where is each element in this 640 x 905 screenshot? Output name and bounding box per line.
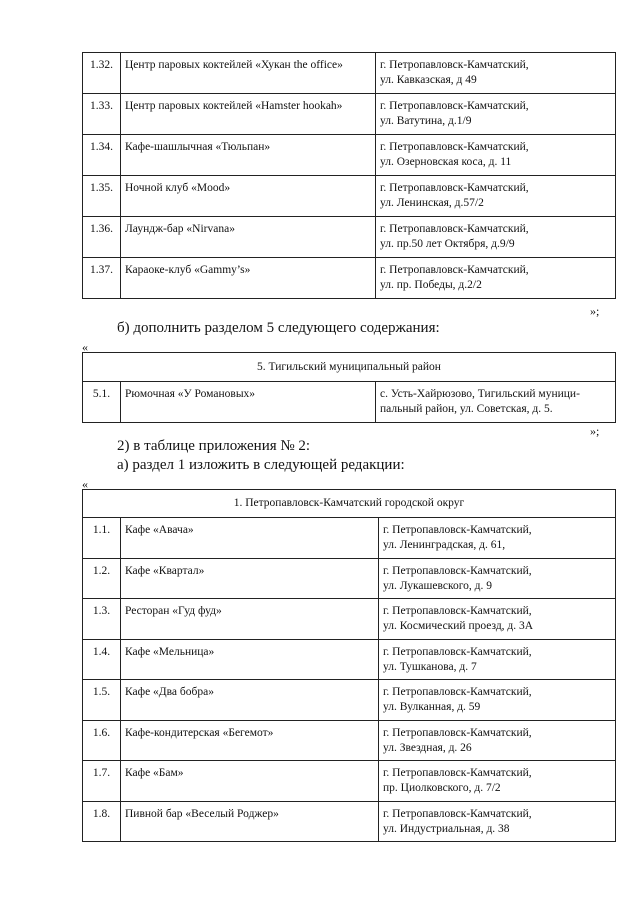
row-number: 5.1. [83,382,121,423]
address-cell [379,599,616,640]
address-city: г. Петропавловск-Камчатский, [380,182,529,194]
establishment-name: Кафе «Мельница» [121,639,379,680]
address-city: г. Петропавловск-Камчатский, [380,59,529,71]
paragraph-a: а) раздел 1 изложить в следующей редакции: [117,457,405,473]
address-city: г. Петропавловск-Камчатский, [380,100,529,112]
address-street: ул. пр.50 лет Октября, д.9/9 [380,238,515,250]
table-row [83,599,616,640]
address-city: г. Петропавловск-Камчатский, [380,264,529,276]
establishment-name: Лаундж-бар «Nirvana» [121,217,376,258]
table-row [83,801,616,842]
address-cell [379,680,616,721]
address-cell [376,258,616,299]
address-city: г. Петропавловск-Камчатский, [383,564,532,577]
row-number: 1.6. [83,720,121,761]
row-number: 1.7. [83,761,121,802]
table-row [83,558,616,599]
address-cell [376,53,616,94]
address-cell [376,217,616,258]
row-number: 1.32. [83,53,121,94]
address-cell [376,94,616,135]
table-section1-continued [82,52,616,299]
table-row [83,53,616,94]
table1-body [83,53,616,299]
table-row [83,176,616,217]
address-city: г. Петропавловск-Камчатский, [383,767,532,779]
table-row [83,639,616,680]
address-cell [379,558,616,599]
address-cell [376,382,616,423]
address-street: ул. Ленинская, д.57/2 [380,197,484,209]
table-row [83,382,616,423]
table-row [83,761,616,802]
row-number: 1.37. [83,258,121,299]
table2-header-row [83,353,616,382]
address-street: ул. Космический проезд, д. 3А [383,620,534,632]
address-cell [379,801,616,842]
establishment-name: Кафе «Авача» [121,518,379,559]
address-cell [379,720,616,761]
table-section5 [82,352,616,423]
establishment-name: Кафе «Два бобра» [121,680,379,721]
table3-header-row [83,490,616,518]
row-number: 1.34. [83,135,121,176]
row-number: 1.4. [83,639,121,680]
table3-body [83,518,616,842]
table-row [83,258,616,299]
establishment-name: Кафе «Квартал» [121,558,379,599]
address-street: пр. Циолковского, д. 7/2 [383,782,501,794]
address-street: пальный район, ул. Советская, д. 5. [380,403,553,415]
address-city: г. Петропавловск-Камчатский, [383,726,532,739]
row-number: 1.2. [83,558,121,599]
address-city: г. Петропавловск-Камчатский, [380,223,529,235]
row-number: 1.5. [83,680,121,721]
address-street: ул. Индустриальная, д. 38 [383,822,510,835]
paragraph-2: 2) в таблице приложения № 2: [117,438,311,454]
establishment-name: Ресторан «Гуд фуд» [121,599,379,640]
address-city: с. Усть-Хайрюзово, Тигильский муници- [380,388,580,400]
opening-quote-1: « [82,340,88,354]
row-number: 1.33. [83,94,121,135]
address-city: г. Петропавловск-Камчатский, [383,605,532,617]
address-city: г. Петропавловск-Камчатский, [383,807,532,820]
establishment-name: Пивной бар «Веселый Роджер» [121,801,379,842]
address-city: г. Петропавловск-Камчатский, [383,645,532,658]
establishment-name: Ночной клуб «Mood» [121,176,376,217]
address-street: ул. Ленинградская, д. 61, [383,539,506,551]
establishment-name: Центр паровых коктейлей «Хукан the office» [121,53,376,94]
establishment-name: Караоке-клуб «Gammy’s» [121,258,376,299]
address-street: ул. Лукашевского, д. 9 [383,579,492,592]
table-row [83,680,616,721]
address-street: ул. пр. Победы, д.2/2 [380,279,482,291]
address-cell [376,176,616,217]
closing-quote-2: »; [590,424,600,438]
row-number: 1.8. [83,801,121,842]
opening-quote-2: « [82,477,88,491]
address-city: г. Петропавловск-Камчатский, [383,524,532,536]
row-number: 1.35. [83,176,121,217]
table-row [83,217,616,258]
establishment-name: Кафе «Бам» [121,761,379,802]
address-street: ул. Ватутина, д.1/9 [380,115,472,127]
address-cell [379,518,616,559]
paragraph-b: б) дополнить разделом 5 следующего содержания: [117,320,440,336]
row-number: 1.3. [83,599,121,640]
address-cell [379,761,616,802]
table-row [83,135,616,176]
closing-quote-1: »; [590,304,600,318]
address-street: ул. Звездная, д. 26 [383,741,472,754]
address-street: ул. Вулканная, д. 59 [383,701,481,713]
address-street: ул. Озерновская коса, д. 11 [380,156,512,168]
table3-header: 1. Петропавловск-Камчатский городской округ [83,490,616,518]
establishment-name: Рюмочная «У Романовых» [121,382,376,423]
row-number: 1.1. [83,518,121,559]
address-street: ул. Тушканова, д. 7 [383,660,477,673]
establishment-name: Кафе-кондитерская «Бегемот» [121,720,379,761]
address-cell [379,639,616,680]
address-street: ул. Кавказская, д 49 [380,74,477,86]
row-number: 1.36. [83,217,121,258]
establishment-name: Кафе-шашлычная «Тюльпан» [121,135,376,176]
address-city: г. Петропавловск-Камчатский, [383,686,532,698]
table-row [83,518,616,559]
table-section1-new [82,489,616,842]
table2-body [83,382,616,423]
establishment-name: Центр паровых коктейлей «Hamster hookah» [121,94,376,135]
table2-header: 5. Тигильский муниципальный район [83,353,616,382]
address-city: г. Петропавловск-Камчатский, [380,141,529,153]
table-row [83,720,616,761]
address-cell [376,135,616,176]
table-row [83,94,616,135]
